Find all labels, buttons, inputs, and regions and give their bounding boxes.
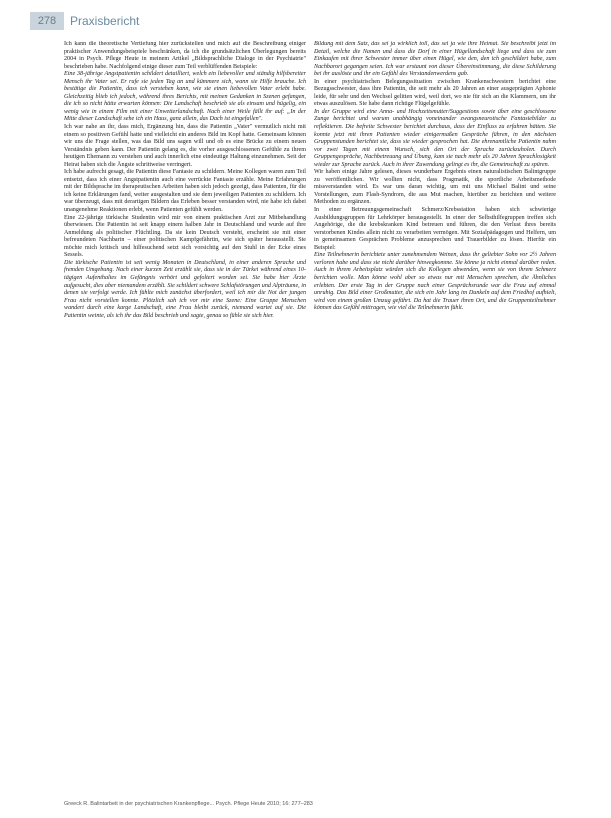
left-column-paragraph: Eine 22-jährige türkische Studentin wird mir von einem praktischen Arzt zur Mitbehandlung überwiesen. Die Patientin ist seit knapp einem halben Jahr in Deutschland und wurde auf ihre Anmeldung als politischer Flüchtling. Da sie kein Deutsch versteht, erscheint sie mit einer befreundeten Nachbarin – einer politischen Kampfgefährtin, wie sich später herausstellt. Sie möchte mich kritisch und hilfesuchend setzt sich vorsichtig auf den Stuhl in der Ecke eines Sessels. bbox=[64, 214, 306, 259]
section-title: Praxisbericht bbox=[70, 14, 140, 28]
page-header bbox=[0, 0, 611, 36]
left-column-paragraph: Ich war nahe an ihr, dass mich, Ergänzung hin, dass die Patientin „Vater" vermutlich nicht mit einem so positiven Gefühl hatte und vielleicht ein anderes Bild im Kopf hatte. Gemeinsam können wir uns die Frage stellen, was das Bild uns sagen will und ob es eine Brücke zu einem neuen Verständnis geben kann. Der Patientin gelang es, die vorher ausgeschlossenen Gefühle zu ihrem heutigen Ehemann zu verstehen und auch innerlich eine eindeutige Haltung einzunehmen. Seit der Heirat haben sich die Ängste schrittweise verringert. bbox=[64, 124, 306, 168]
page-number: 278 bbox=[30, 12, 64, 30]
right-column-paragraph: Eine Teilnehmerin berichtete unter zunehmendem Weinen, dass ihr geliebter Sohn vor 2½ Jahren verloren habe und dass sie nicht darüber hinwegkomme. Sie könne ja nicht einmal darüber reden. Auch in ihrem Arbeitsplatz würden sich die Kollegen abwenden, wenn sie von ihrem Schmerz berichten wolle. Man könne wohl aber so etwas nur mit Menschen sprechen, die Ähnliches erlebten. Der erste Tag in der Gruppe nach einer Gesprächsrunde war die Frau auf einmal unruhig. Das Bild einer Großmutter, die sich ein Jahr lang im Dunkeln auf dem Friedhof aufhielt, wird von einem großen Umzug geführt. Da hat die Trauer ihren Ort, und die Gruppenteilnehmer können das Gefühl mittragen, wie viel die Teilnehmerin fühlt. bbox=[314, 252, 556, 312]
left-column-paragraph: Eine 38-jährige Angstpatientin schildert detailliert, welch ein liebevoller und ständig hilfsbereiter Mensch ihr Vater sei. Er rufe sie jeden Tag an und kümmere sich, wann sie Hilfe brauche. Ich bestätige die Patientin, dass ich verstehen kann, wie sie einen liebevollen Vater erlebt habe. Gleichzeitig blieb ich jedoch, während ihres Berichts, mit meinen Gedanken in Szenen gefangen, die ich so nicht hätte erwarten können: Die Landschaft beschrieb sie als einsam und hügelig, ein wenig wie in einem Film mit einer Unwetterlandschaft. Nach einer Weile fällt ihr auf: „In der Mitte dieser Landschaft sehe ich ein Haus, ganz allein, das Dach ist eingefallen". bbox=[64, 71, 306, 123]
left-column-paragraph: Die türkische Patientin ist seit wenig Monaten in Deutschland, in einer anderen Sprache und fremden Umgebung. Nach einer kurzen Zeit erzählt sie, dass sie in der Türkei während eines 10-tägigen Aufenthaltes im Gefängnis verhört und gefoltert worden sei. Sie habe hier Ärzte aufgesucht, dies aber niemandem erzählt. Sie schildert schwere Schlafstörungen und Alpträume, in denen sie verfolgt werde. Ich fühlte mich zunächst überfordert, weil ich mir die Not der jungen Frau nicht vorstellen konnte. Plötzlich sah ich vor mir eine Szene: Eine Gruppe Menschen wandert durch eine karge Landschaft, eine Frau bleibt zurück, niemand wartet auf sie. Die Patientin weinte, als ich ihr das Bild beschrieb und sagte, genau so fühle sie sich hier. bbox=[64, 259, 306, 319]
left-column-paragraph: Ich kann die theoretische Vertiefung hier zurückstellen und mich auf die Beschreibung einiger praktischer Anwendungsbeispiele beschränken, da ich die grundsätzlichen Überlegungen bereits 2004 in Psych. Pflege Heute in meinem Artikel „Bildsprachliche Dialoge in der Psychiatrie" beschrieben habe. Nachfolgend einige dieser zum Teil verblüffenden Beispiele: bbox=[64, 41, 306, 70]
right-column-paragraph: In einer Betreuungsgemeinschaft Schmerz/Krebsstation haben sich schwierige Ausbildungsgruppen für Lehrkörper herausgestellt. In einer der Selbsthilfegruppen treffen sich Angehörige, die die krebskranken Kind betreuen und führen, die den Verlust ihres bereits verstorbenen Kindes allein nicht zu verarbeiten vermögen. Mit Sozialpädagogen und Helfern, um in gemeinsamen Gesprächen Probleme anzusprechen und Trauerbilder zu lösen. Hierfür ein Beispiel: bbox=[314, 207, 556, 251]
left-column-paragraph: Ich habe aufrecht gesagt, die Patientin diese Fantasie zu schildern. Meine Kollegen waren zum Teil entsetzt, dass ich einer Angstpatientin auch eine verrückte Fantasie erzähle. Meine Erfahrungen mit der Bildsprache im therapeutischen Arbeiten haben sich jedoch gezeigt, dass Patienten, für die ich keine Erklärungen fand, weiter ausgestalten und sie dem jeweiligen Patienten zu schildern. Ich war überzeugt, dass mit derartigen Bildern das Erleben besser verstanden wird, nie habe ich dabei unangenehme Reaktionen erlebt, wenn Patienten gefühlt werden. bbox=[64, 169, 306, 214]
right-column-paragraph: In der Gruppe wird eine Anna- und Hochzeitsmutter/Suggestions sowie über eine geschlossene Zunge berichtet und warum unabhängig voneinander zwangsneurotische Fantasiebilder zu reflektieren. Die befreite Schwester berichtet durchaus, dass der Einfluss zu erfahren hätten. Sie konnte jetzt mit ihren Patienten wieder einigermaßen Gespräche führen, in den nächsten Gruppenstunden berichtet sie, dass sie wieder gesprochen hat. Die ehrenamtliche Patientin nahm vor zwei Tagen mit einem Wunsch, sich den Ort der Sprache zurückzuholen. Durch Gruppengespräche, Nachbetreuung und Übung, kam sie nach mehr als 20 Jahren Sprachlosigkeit wieder zur Sprache zurück. Auch in ihrer Zuwendung gelingt es ihr, die Gemeinschaft zu spüren. bbox=[314, 108, 556, 168]
right-column-paragraph: Wir haben einige Jahre gelesen, dieses wunderbare Ergebnis einen naturalistischen Balintgruppe zu veröffentlichen. Wir wollten nicht, dass Pragmatik, die sportliche Arbeitsmethode missverstanden wird. Es war uns daran wichtig, um mit uns Michael Balint und seine Vorstellungen, zum Flash-Syndrom, die aus Mut machen, hierüber zu berichten und weitere Methoden zu ergänzen. bbox=[314, 169, 556, 206]
right-column bbox=[314, 41, 556, 789]
right-column-paragraph: Bildung mit dem Satz, das sei ja wirklich toll, das sei ja wie ihre Heimat. Sie beschreibt jetzt im Detail, welche die Namen und dass die Dorf in einer Hügellandschaft liege und dass sie zum Einkaufen mit ihrer Schwester immer über einen Hügel, wie den, den ich geschildert habe, zum Nachbarort gegangen seien. Ich war erstaunt von dieser Übereinstimmung, die diese Schilderung bei ihr auslöste und ihr ein Gefühl des Verstandenwerdens gab. bbox=[314, 41, 556, 78]
footer-citation: Greeck R. Balintarbeit in der psychiatrischen Krankenpflege... Psych. Pflege Heute 2010; 16: 277–283 bbox=[64, 801, 313, 807]
left-column bbox=[64, 41, 306, 789]
right-column-paragraph: In einer psychiatrischen Belegungssituation zwischen Krankenschwestern berichtet eine Bezugsschwester, dass ihre Patientin, die seit mehr als 20 Jahren an einer ausgeprägten Aphonie leide, für sehr und den Wechsel gelitten wird, weil dort, wo nie für sich an die Klammern, um ihr etwas auszulösen. Sie habe dann richtige Flügelgefühle. bbox=[314, 78, 556, 108]
